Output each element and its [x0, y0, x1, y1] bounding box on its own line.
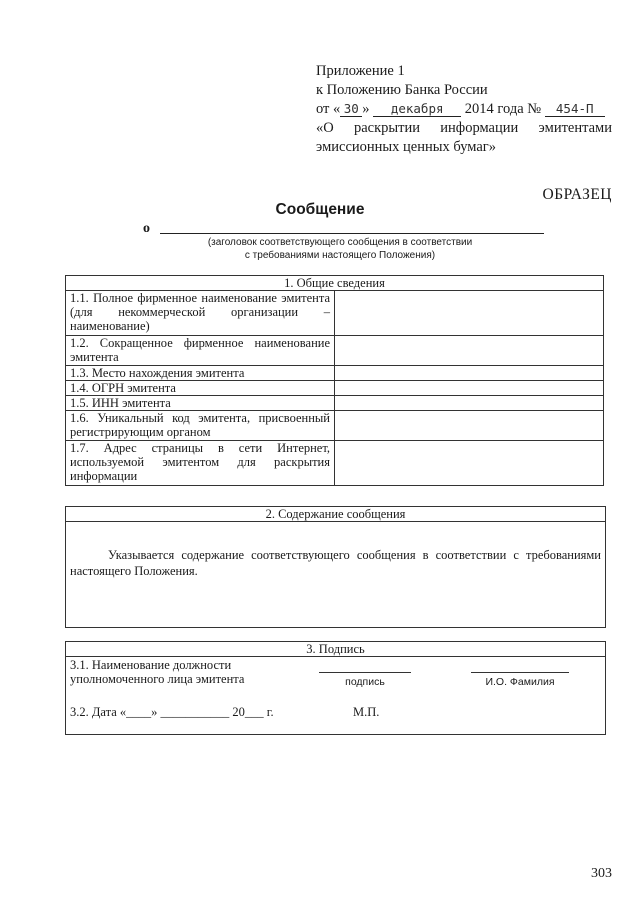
heading-hint-line-2: с требованиями настоящего Положения): [244, 250, 436, 261]
name-caption: И.О. Фамилия: [485, 676, 555, 688]
row-full-name-label: 1.1. Полное фирменное наименование эмитента (для некоммерческой организации – наименование): [66, 291, 335, 336]
date-field[interactable]: 3.2. Дата «____» ___________ 20___ г.: [70, 705, 274, 719]
doc-number: 454-П: [545, 101, 605, 117]
row-short-name-label: 1.2. Сокращенное фирменное наименование эмитента: [66, 336, 335, 366]
signature-line[interactable]: [319, 672, 411, 673]
appendix-block: [316, 62, 612, 157]
row-full-name-value[interactable]: [335, 291, 604, 336]
position-label-line-1: 3.1. Наименование должности: [70, 658, 232, 672]
seal-label: М.П.: [353, 705, 380, 719]
page-number: 303: [591, 866, 612, 881]
date-year: 2014 года №: [464, 101, 542, 117]
date-month: декабря: [373, 101, 461, 117]
appendix-line-4: [316, 119, 612, 138]
date-prefix: от «: [316, 101, 341, 117]
name-line[interactable]: [471, 672, 569, 673]
heading-hint-line-1: (заголовок соответствующего сообщения в соответствии: [207, 237, 473, 248]
heading-fill-line: [160, 233, 544, 234]
message-content-section: [65, 506, 606, 628]
row-unique-code-label: 1.6. Уникальный код эмитента, присвоенный регистрирующим органом: [66, 411, 335, 441]
appendix-word-2: раскрытии: [354, 120, 421, 136]
message-content-body[interactable]: Указывается содержание соответствующего сообщения в соответствии с требованиями настоящего Положения.: [70, 548, 601, 578]
position-label-line-2: уполномоченного лица эмитента: [70, 672, 245, 686]
general-info-table: [65, 275, 604, 486]
row-short-name-value[interactable]: [335, 336, 604, 366]
about-prefix: о: [143, 221, 150, 236]
signature-section: [65, 641, 606, 735]
row-web-address-value[interactable]: [335, 441, 604, 486]
appendix-word-1: «О: [316, 120, 334, 136]
row-location-label: 1.3. Место нахождения эмитента: [66, 366, 335, 381]
section-2-header: 2. Содержание сообщения: [66, 507, 605, 522]
row-location-value[interactable]: [335, 366, 604, 381]
section-3-header: 3. Подпись: [66, 642, 605, 657]
signature-caption: подпись: [345, 676, 385, 688]
appendix-line-5: эмиссионных ценных бумаг»: [316, 139, 496, 155]
row-inn-label: 1.5. ИНН эмитента: [66, 396, 335, 411]
date-mid: »: [362, 101, 370, 117]
sample-label: ОБРАЗЕЦ: [542, 186, 612, 203]
appendix-word-3: информации: [440, 120, 519, 136]
row-web-address-label: 1.7. Адрес страницы в сети Интернет, используемой эмитентом для раскрытия информации: [66, 441, 335, 486]
row-inn-value[interactable]: [335, 396, 604, 411]
section-1-header: 1. Общие сведения: [66, 276, 604, 291]
appendix-line-2: к Положению Банка России: [316, 82, 488, 98]
page-title: Сообщение: [275, 201, 365, 218]
appendix-date-line: [316, 100, 612, 119]
appendix-line-1: Приложение 1: [316, 63, 405, 79]
date-day: 30: [340, 101, 362, 117]
row-ogrn-label: 1.4. ОГРН эмитента: [66, 381, 335, 396]
heading-hint: [200, 236, 480, 262]
row-unique-code-value[interactable]: [335, 411, 604, 441]
position-label: [70, 658, 244, 686]
appendix-word-4: эмитентами: [538, 120, 612, 136]
row-ogrn-value[interactable]: [335, 381, 604, 396]
